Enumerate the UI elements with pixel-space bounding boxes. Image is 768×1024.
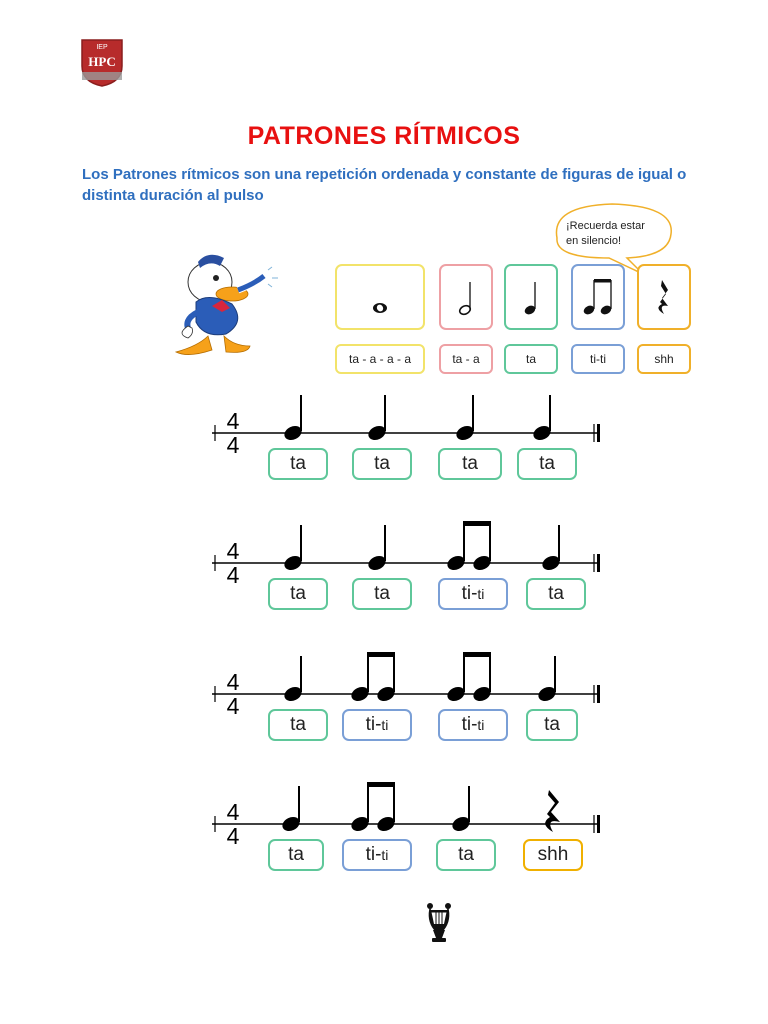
speech-bubble-text: ¡Recuerda estar en silencio!: [566, 220, 645, 247]
syllable-label: [526, 578, 586, 610]
syllable-label: [268, 578, 328, 610]
syllable-main: ta: [462, 453, 478, 474]
syllable-main: ta: [458, 844, 474, 865]
time-signature-bottom: 4: [226, 432, 240, 458]
eighth-beam: [463, 652, 491, 657]
logo-top-text: IEP: [96, 44, 108, 51]
time-signature-top: 4: [226, 669, 240, 695]
syllable-label: [438, 578, 508, 610]
syllable-main: ta: [374, 583, 390, 604]
syllable-main: ta: [544, 714, 560, 735]
syllable-main: ta: [290, 714, 306, 735]
quarter-rest-symbol: [545, 790, 560, 832]
syllable-main: ti-: [365, 844, 382, 865]
syllable-main: ta: [548, 583, 564, 604]
syllable-second: ti: [477, 717, 485, 733]
syllable-main: ta: [539, 453, 555, 474]
end-barline-thick: [597, 685, 600, 703]
eighth-beam: [367, 782, 395, 787]
lyre-icon: [424, 902, 454, 946]
syllable-second: ti: [381, 717, 389, 733]
end-barline-thick: [597, 815, 600, 833]
legend-syllable-label: ta - a - a - a: [335, 344, 425, 374]
time-signature-top: 4: [226, 408, 240, 434]
syllable-label: [352, 578, 412, 610]
syllable-second: ti: [477, 586, 485, 602]
syllable-label: [517, 448, 577, 480]
syllable-label: [523, 839, 583, 871]
time-signature-bottom: 4: [226, 823, 240, 849]
syllable-main: ti-: [461, 583, 478, 604]
legend-syllable-label: ta - a: [439, 344, 493, 374]
time-signature-bottom: 4: [226, 693, 240, 719]
syllable-label: [268, 709, 328, 741]
intro-paragraph: Los Patrones rítmicos son una repetición ordenada y constante de figuras de igual o distinta duración al pulso: [82, 166, 687, 204]
time-signature-bottom: 4: [226, 562, 240, 588]
syllable-label: [436, 839, 496, 871]
syllable-label: [352, 448, 412, 480]
legend-syllable-label: ta: [504, 344, 558, 374]
syllable-main: ta: [288, 844, 304, 865]
syllable-main: shh: [537, 844, 569, 865]
logo-main-text: HPC: [88, 54, 116, 69]
end-barline-thick: [597, 554, 600, 572]
syllable-main: ta: [290, 583, 306, 604]
eighth-beam: [367, 652, 395, 657]
syllable-main: ti-: [365, 714, 382, 735]
time-signature-top: 4: [226, 799, 240, 825]
eighth-beam: [463, 521, 491, 526]
syllable-label: [526, 709, 578, 741]
syllable-main: ti-: [461, 714, 478, 735]
syllable-label: [268, 839, 324, 871]
page-title: PATRONES RÍTMICOS: [247, 122, 521, 150]
syllable-main: ta: [374, 453, 390, 474]
syllable-label: [438, 448, 502, 480]
legend-syllable-label: shh: [637, 344, 691, 374]
syllable-main: ta: [290, 453, 306, 474]
time-signature-top: 4: [226, 538, 240, 564]
end-barline-thick: [597, 424, 600, 442]
syllable-label: [342, 709, 412, 741]
syllable-second: ti: [381, 847, 389, 863]
syllable-label: [268, 448, 328, 480]
legend-syllable-label: ti-ti: [571, 344, 625, 374]
syllable-label: [438, 709, 508, 741]
syllable-label: [342, 839, 412, 871]
